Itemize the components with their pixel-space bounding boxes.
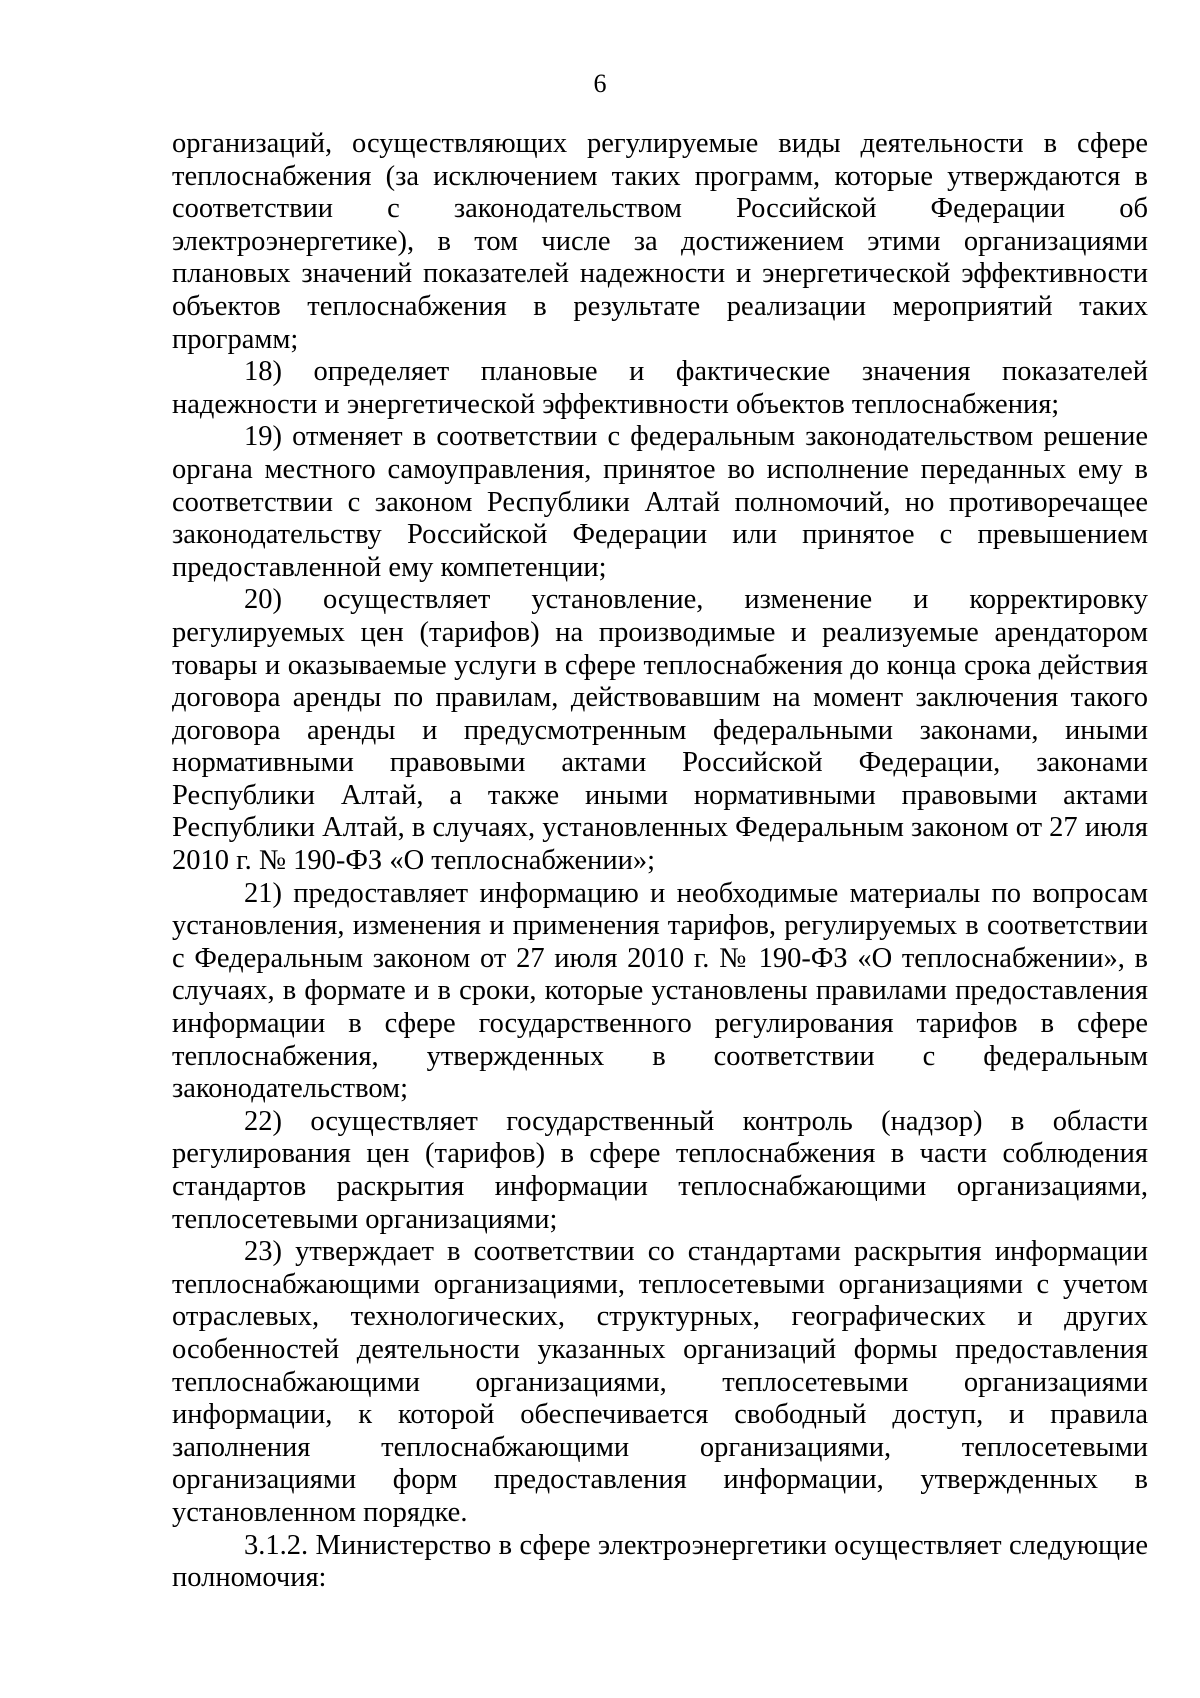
paragraph-item-19: 19) отменяет в соответствии с федеральным законодательством решение органа местного самоуправления, принятое во исполнение переданных ему в соответствии с законом Республики Алтай полномочий, но противоречащее законодательству Российской Федерации или принятое с превышением предоставленной ему компетенции;	[172, 421, 1148, 583]
paragraph-item-22: 22) осуществляет государственный контроль (надзор) в области регулирования цен (тарифов) в сфере теплоснабжения в части соблюдения стандартов раскрытия информации теплоснабжающими организациями, теплосетевыми организациями;	[172, 1105, 1148, 1235]
paragraph-item-18: 18) определяет плановые и фактические значения показателей надежности и энергетической эффективности объектов теплоснабжения;	[172, 356, 1148, 420]
paragraph-continuation: организаций, осуществляющих регулируемые виды деятельности в сфере теплоснабжения (за исключением таких программ, которые утверждаются в соответствии с законодательством Российской Федерации об электроэнергетике), в том числе за достижением этими организациями плановых значений показателей надежности и энергетической эффективности объектов теплоснабжения в результате реализации мероприятий таких программ;	[172, 128, 1148, 355]
paragraph-section-3-1-2: 3.1.2. Министерство в сфере электроэнергетики осуществляет следующие полномочия:	[172, 1529, 1148, 1594]
document-body	[172, 128, 1148, 1595]
page-number: 6	[593, 69, 607, 98]
paragraph-item-21: 21) предоставляет информацию и необходимые материалы по вопросам установления, изменения и применения тарифов, регулируемых в соответствии с Федеральным законом от 27 июля 2010 г. № 190-ФЗ «О теплоснабжении», в случаях, в формате и в сроки, которые установлены правилами предоставления информации в сфере государственного регулирования тарифов в сфере теплоснабжения, утвержденных в соответствии с федеральным законодательством;	[172, 877, 1148, 1105]
paragraph-item-20: 20) осуществляет установление, изменение и корректировку регулируемых цен (тарифов) на производимые и реализуемые арендатором товары и оказываемые услуги в сфере теплоснабжения до конца срока действия договора аренды по правилам, действовавшим на момент заключения такого договора аренды и предусмотренным федеральными законами, иными нормативными правовыми актами Российской Федерации, законами Республики Алтай, а также иными нормативными правовыми актами Республики Алтай, в случаях, установленных Федеральным законом от 27 июля 2010 г. № 190-ФЗ «О теплоснабжении»;	[172, 584, 1148, 877]
paragraph-item-23: 23) утверждает в соответствии со стандартами раскрытия информации теплоснабжающими организациями, теплосетевыми организациями с учетом отраслевых, технологических, структурных, географических и других особенностей деятельности указанных организаций формы предоставления теплоснабжающими организациями, теплосетевыми организациями информации, к которой обеспечивается свободный доступ, и правила заполнения теплоснабжающими организациями, теплосетевыми организациями форм предоставления информации, утвержденных в установленном порядке.	[172, 1236, 1148, 1528]
